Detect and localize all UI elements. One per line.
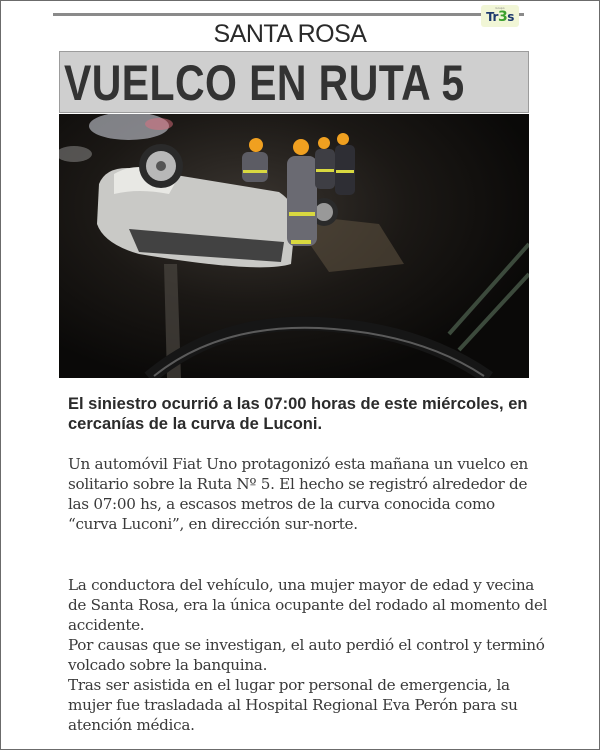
logo-small-text: Grupo [495,6,505,10]
paragraph-2-line-2: Por causas que se investigan, el auto perdió el control y terminó volcado sobre la banquina. [68,636,545,674]
news-photo [59,114,529,378]
logo-prefix: Tr [486,10,498,24]
paragraph-2-line-3: Tras ser asistida en el lugar por personal de emergencia, la mujer fue trasladada al Hospital Regional Eva Perón para su atención médica. [68,676,518,734]
logo-digit: 3 [497,9,508,25]
section-title: SANTA ROSA [213,20,367,48]
top-divider [53,13,524,16]
paragraph-2-line-1: La conductora del vehículo, una mujer mayor de edad y vecina de Santa Rosa, era la única ocupante del rodado al momento del accidente. [68,576,548,634]
article-lede: El siniestro ocurrió a las 07:00 horas de este miércoles, en cercanías de la curva de Luconi. [68,395,528,433]
headline-banner [59,51,529,113]
accident-scene-image [59,114,529,378]
article-paragraph-1 [68,454,548,534]
paragraph-1-text: Un automóvil Fiat Uno protagonizó esta mañana un vuelco en solitario sobre la Ruta Nº 5. El hecho se registró alrededor de las 07:00 hs, a escasos metros de la curva conocida como “curva Luconi”, en dirección sur-norte. [68,455,529,533]
article-paragraph-2 [68,575,548,735]
logo-suffix: s [507,10,514,24]
headline: VUELCO EN RUTA 5 [64,55,465,111]
